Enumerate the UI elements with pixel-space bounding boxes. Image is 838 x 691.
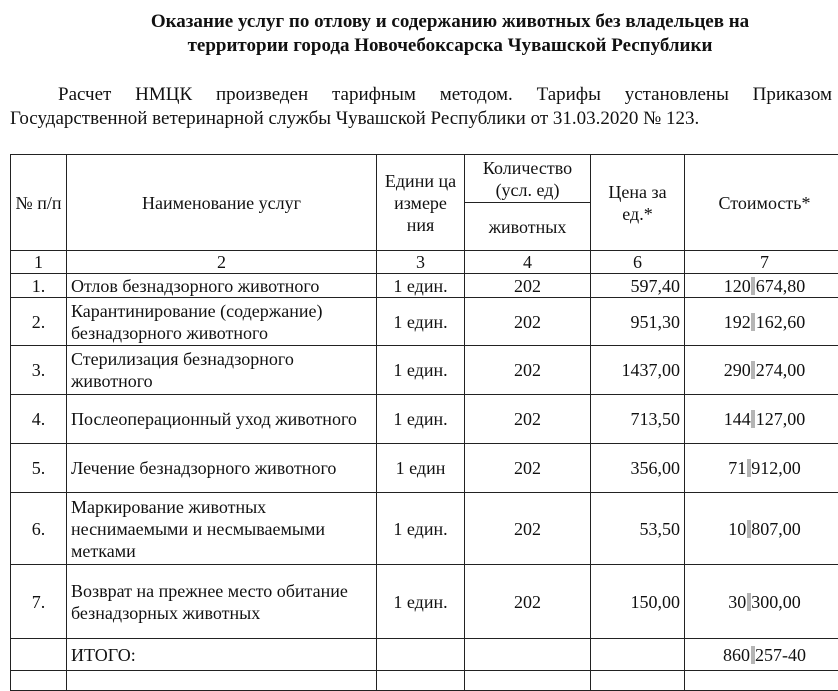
row-qty: 202 bbox=[465, 346, 591, 395]
services-table bbox=[10, 154, 838, 691]
separator-mark bbox=[751, 313, 755, 331]
row-name: Возврат на прежнее место обитание безнадзорных животных bbox=[67, 565, 377, 639]
total-cost bbox=[685, 639, 838, 671]
empty-cell bbox=[465, 671, 591, 691]
row-cost bbox=[685, 298, 838, 346]
total-cost-thousands: 860 bbox=[723, 645, 750, 665]
row-qty: 202 bbox=[465, 395, 591, 444]
header-cost: Стоимость* bbox=[685, 155, 838, 251]
row-cost-units: 162,60 bbox=[756, 312, 806, 332]
row-price: 356,00 bbox=[591, 444, 685, 493]
header-name: Наименование услуг bbox=[67, 155, 377, 251]
header-qty-top: Количество (усл. ед) bbox=[465, 155, 591, 203]
title-line-1: Оказание услуг по отлову и содержанию животных без владельцев на bbox=[70, 10, 830, 34]
row-cost bbox=[685, 346, 838, 395]
row-unit: 1 един. bbox=[377, 565, 465, 639]
total-cost-units: 257-40 bbox=[755, 645, 806, 665]
row-price: 597,40 bbox=[591, 274, 685, 298]
table-row bbox=[11, 444, 838, 493]
row-cost bbox=[685, 565, 838, 639]
row-num: 4. bbox=[11, 395, 67, 444]
col-number: 2 bbox=[67, 251, 377, 274]
row-price: 1437,00 bbox=[591, 346, 685, 395]
row-price: 713,50 bbox=[591, 395, 685, 444]
col-number: 1 bbox=[11, 251, 67, 274]
row-qty: 202 bbox=[465, 493, 591, 565]
row-num: 3. bbox=[11, 346, 67, 395]
header-unit: Едини ца измере ния bbox=[377, 155, 465, 251]
row-cost-units: 912,00 bbox=[751, 458, 801, 478]
row-cost-thousands: 10 bbox=[728, 519, 746, 539]
row-name: Послеоперационный уход животного bbox=[67, 395, 377, 444]
row-unit: 1 един. bbox=[377, 346, 465, 395]
table-row bbox=[11, 395, 838, 444]
row-cost bbox=[685, 493, 838, 565]
table-row bbox=[11, 493, 838, 565]
row-cost-units: 127,00 bbox=[756, 409, 806, 429]
row-cost-units: 807,00 bbox=[751, 519, 801, 539]
row-price: 53,50 bbox=[591, 493, 685, 565]
intro-paragraph bbox=[10, 83, 832, 131]
row-cost bbox=[685, 395, 838, 444]
empty-cell bbox=[591, 671, 685, 691]
row-cost-thousands: 290 bbox=[724, 360, 751, 380]
row-qty: 202 bbox=[465, 274, 591, 298]
row-name: Карантинирование (содержание) безнадзорного животного bbox=[67, 298, 377, 346]
row-unit: 1 един. bbox=[377, 274, 465, 298]
table-row-partial bbox=[11, 671, 838, 691]
total-empty-cell bbox=[591, 639, 685, 671]
col-number: 7 bbox=[685, 251, 838, 274]
header-num: № п/п bbox=[11, 155, 67, 251]
row-cost-units: 674,80 bbox=[756, 276, 806, 296]
table-row bbox=[11, 346, 838, 395]
column-numbers-row bbox=[11, 251, 838, 274]
row-cost-thousands: 192 bbox=[724, 312, 751, 332]
row-qty: 202 bbox=[465, 444, 591, 493]
row-cost bbox=[685, 274, 838, 298]
empty-cell bbox=[11, 671, 67, 691]
total-empty-cell bbox=[465, 639, 591, 671]
empty-cell bbox=[377, 671, 465, 691]
separator-mark bbox=[751, 410, 755, 428]
intro-line-1: Расчет НМЦК произведен тарифным методом. Тарифы установлены Приказом bbox=[10, 83, 832, 107]
row-price: 150,00 bbox=[591, 565, 685, 639]
row-num: 7. bbox=[11, 565, 67, 639]
table-row bbox=[11, 298, 838, 346]
row-qty: 202 bbox=[465, 298, 591, 346]
row-cost-thousands: 120 bbox=[724, 276, 751, 296]
row-num: 2. bbox=[11, 298, 67, 346]
document-title bbox=[70, 10, 830, 58]
separator-mark bbox=[751, 361, 755, 379]
row-name: Отлов безнадзорного животного bbox=[67, 274, 377, 298]
row-cost bbox=[685, 444, 838, 493]
col-number: 4 bbox=[465, 251, 591, 274]
row-cost-units: 274,00 bbox=[756, 360, 806, 380]
empty-cell bbox=[67, 671, 377, 691]
row-num: 5. bbox=[11, 444, 67, 493]
row-name: Маркирование животных неснимаемыми и несмываемыми метками bbox=[67, 493, 377, 565]
row-name: Стерилизация безнадзорного животного bbox=[67, 346, 377, 395]
total-row bbox=[11, 639, 838, 671]
col-number: 6 bbox=[591, 251, 685, 274]
intro-line-2: Государственной ветеринарной службы Чувашской Республики от 31.03.2020 № 123. bbox=[10, 107, 832, 131]
row-num: 6. bbox=[11, 493, 67, 565]
row-cost-thousands: 144 bbox=[724, 409, 751, 429]
separator-mark bbox=[751, 277, 755, 295]
row-cost-units: 300,00 bbox=[751, 592, 801, 612]
table-row bbox=[11, 565, 838, 639]
row-qty: 202 bbox=[465, 565, 591, 639]
title-line-2: территории города Новочебоксарска Чувашской Республики bbox=[70, 34, 830, 58]
total-label: ИТОГО: bbox=[67, 639, 377, 671]
row-price: 951,30 bbox=[591, 298, 685, 346]
total-num-cell bbox=[11, 639, 67, 671]
row-name: Лечение безнадзорного животного bbox=[67, 444, 377, 493]
row-cost-thousands: 71 bbox=[728, 458, 746, 478]
header-qty-bottom: животных bbox=[465, 203, 591, 251]
empty-cell bbox=[685, 671, 838, 691]
row-unit: 1 един. bbox=[377, 298, 465, 346]
row-unit: 1 един. bbox=[377, 493, 465, 565]
header-price: Цена за ед.* bbox=[591, 155, 685, 251]
row-unit: 1 един bbox=[377, 444, 465, 493]
separator-mark bbox=[751, 646, 755, 664]
row-unit: 1 един. bbox=[377, 395, 465, 444]
row-cost-thousands: 30 bbox=[728, 592, 746, 612]
total-empty-cell bbox=[377, 639, 465, 671]
row-num: 1. bbox=[11, 274, 67, 298]
col-number: 3 bbox=[377, 251, 465, 274]
table-row bbox=[11, 274, 838, 298]
